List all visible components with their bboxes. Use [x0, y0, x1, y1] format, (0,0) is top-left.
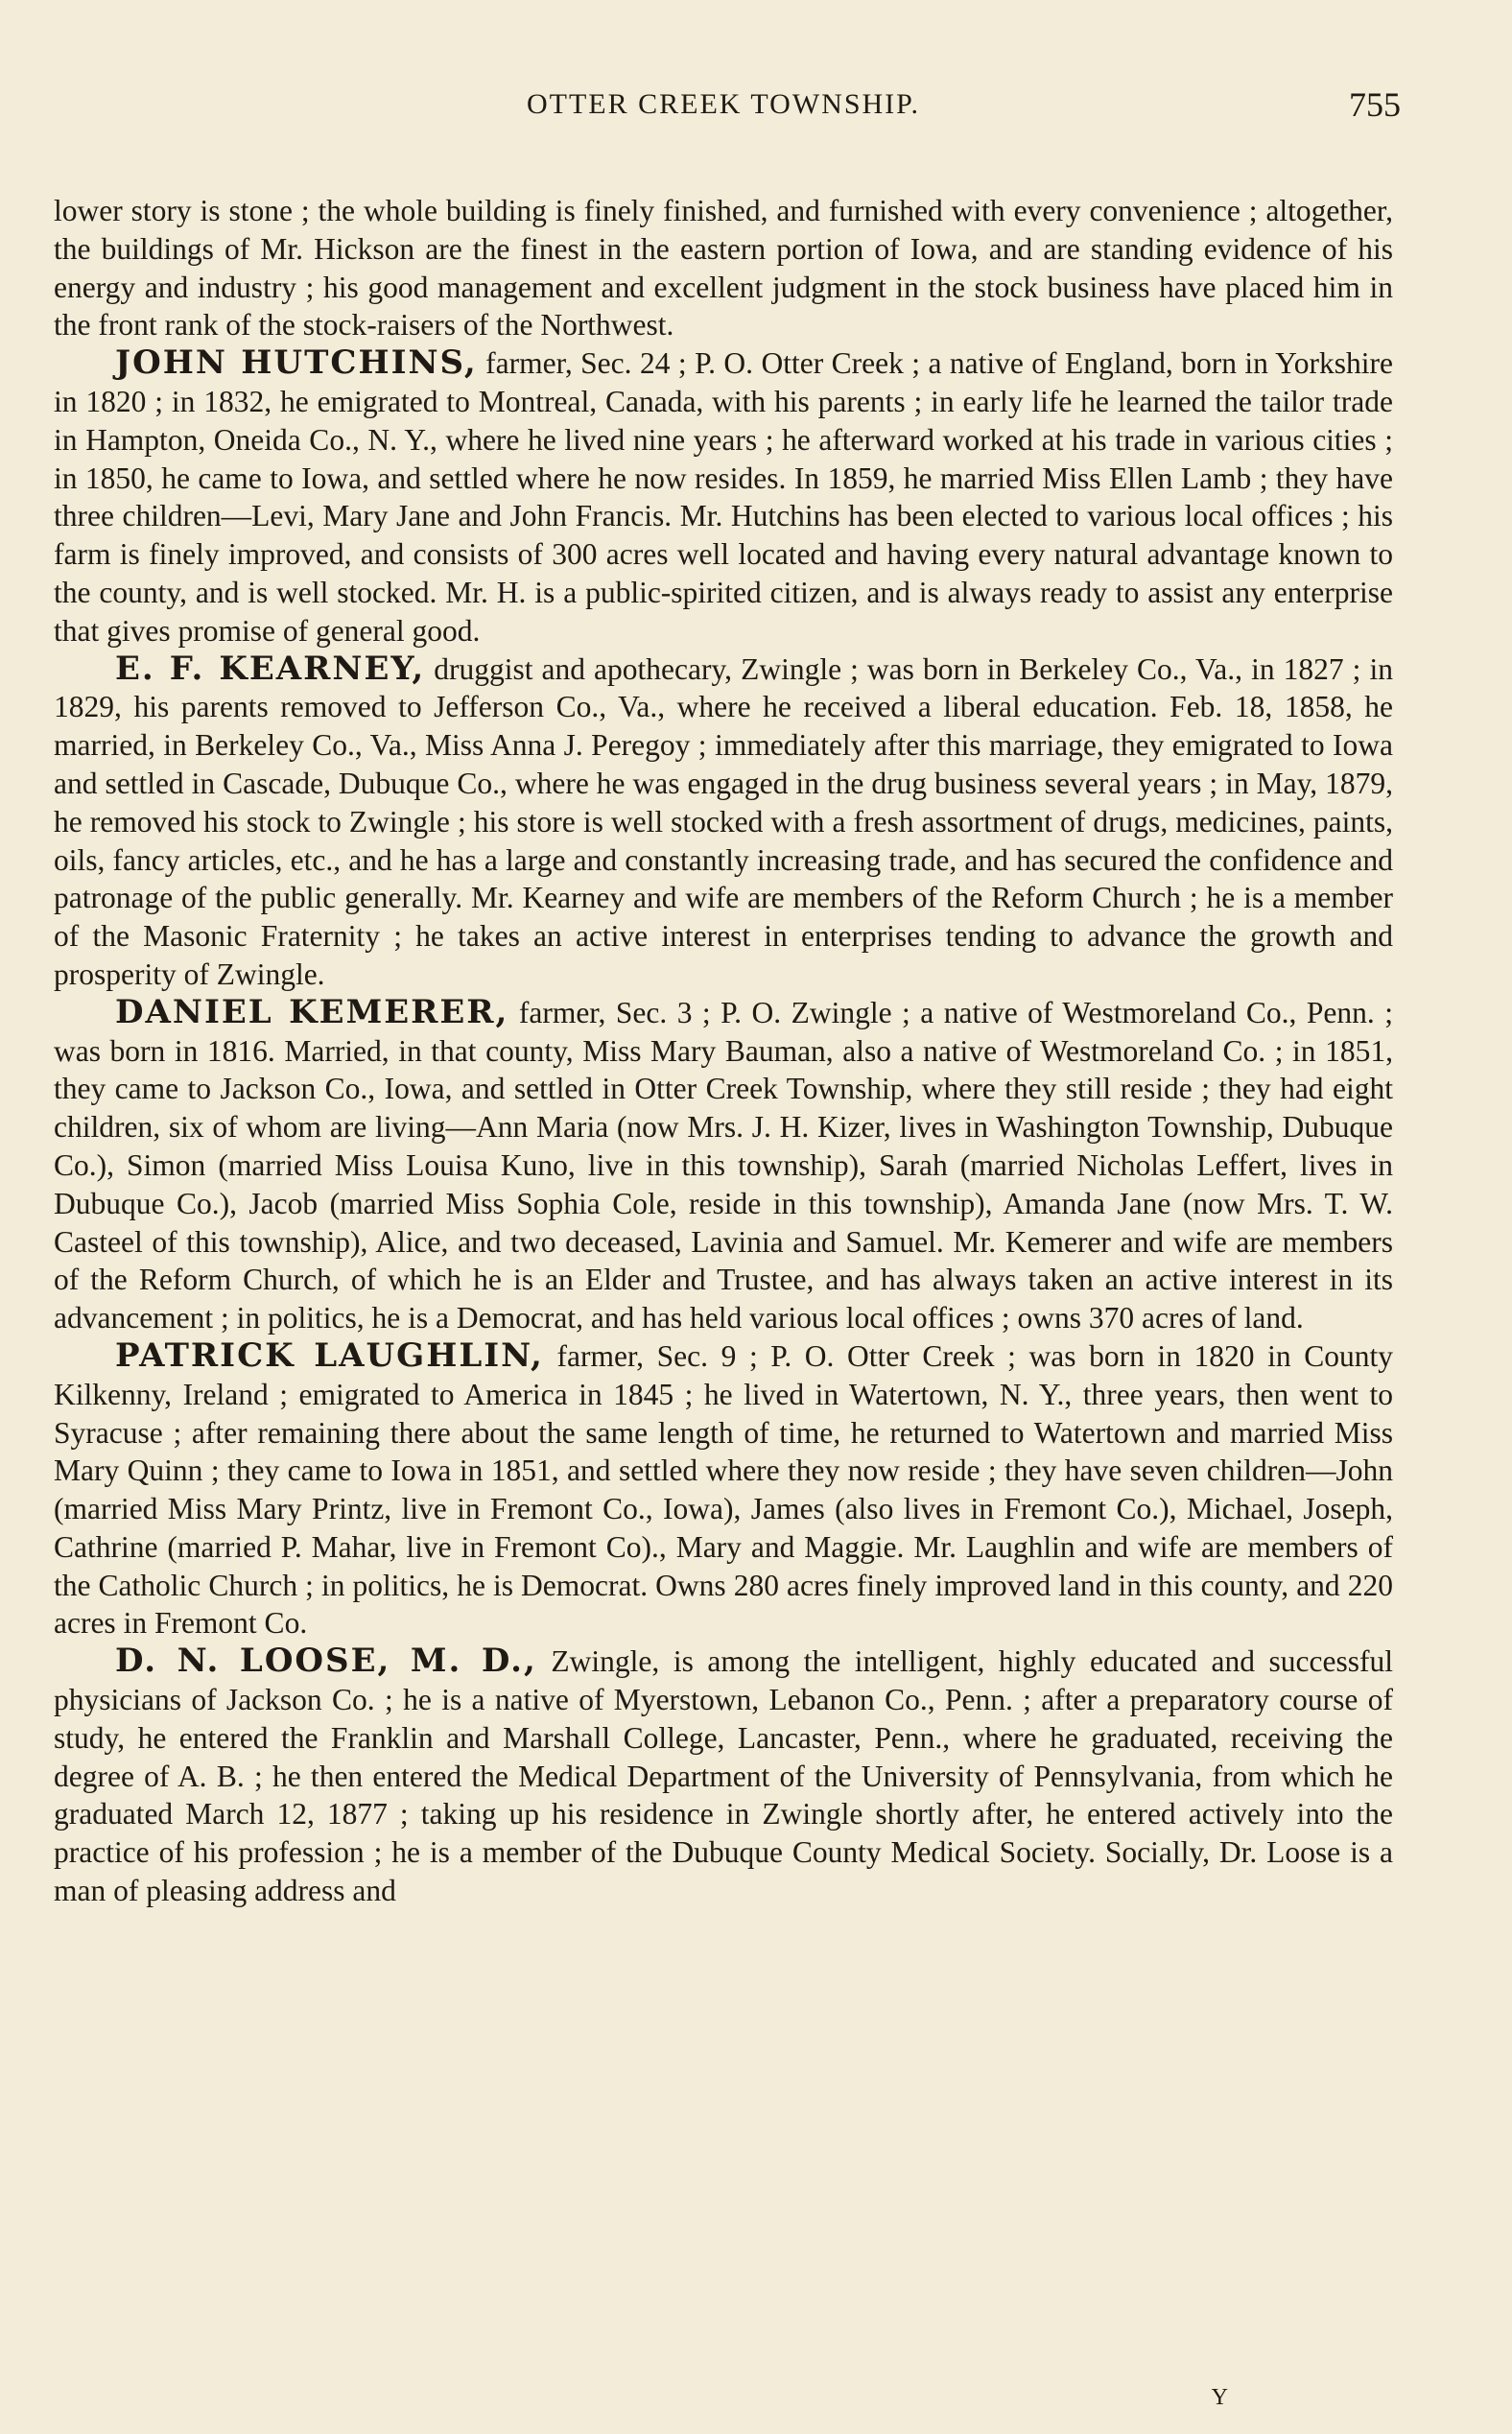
running-title: OTTER CREEK TOWNSHIP.: [526, 88, 921, 120]
body-text: [54, 192, 1393, 1910]
bio-d-n-loose: [54, 1642, 1393, 1910]
bio-name: E. F. KEARNEY,: [115, 649, 426, 688]
bio-name: JOHN HUTCHINS,: [115, 343, 478, 383]
bio-e-f-kearney: [54, 650, 1393, 994]
intro-paragraph: lower story is stone ; the whole building is finely finished, and furnished with every convenience ; altogether, the buildings of Mr. Hickson are the finest in the eastern portion of Iowa, and are standing evidence of his energy and industry ; his good management and excellent judgment in the stock business have placed him in the front rank of the stock-raisers of the Northwest.: [54, 194, 1393, 343]
bio-john-hutchins: [54, 344, 1393, 650]
page-number: 755: [1349, 85, 1401, 124]
bio-text: druggist and apothecary, Zwingle ; was born in Berkeley Co., Va., in 1827 ; in 1829, his parents removed to Jefferson Co., Va., where he received a liberal education. Feb. 18, 1858, he married, in Berkeley Co., Va., Miss Anna J. Peregoy ; immediately after this marriage, they emigrated to Iowa and settled in Cascade, Dubuque Co., where he was engaged in the drug business several years ; in May, 1879, he removed his stock to Zwingle ; his store is well stocked with a fresh assortment of drugs, medicines, paints, oils, fancy articles, etc., and he has a large and constantly increasing trade, and has secured the confidence and patronage of the public generally. Mr. Kearney and wife are members of the Reform Church ; he is a member of the Masonic Fraternity ; he takes an active interest in enterprises tending to advance the growth and prosperity of Zwingle.: [54, 651, 1393, 991]
bio-name: D. N. LOOSE, M. D.,: [115, 1642, 537, 1681]
bio-text: farmer, Sec. 24 ; P. O. Otter Creek ; a native of England, born in Yorkshire in 1820 ; in 1832, he emigrated to Montreal, Canada, with his parents ; in early life he learned the tailor trade in Hampton, Oneida Co., N. Y., where he lived nine years ; he afterward worked at his trade in various cities ; in 1850, he came to Iowa, and settled where he now resides. In 1859, he married Miss Ellen Lamb ; they have three children—Levi, Mary Jane and John Francis. Mr. Hutchins has been elected to various local offices ; his farm is finely improved, and consists of 300 acres well located and having every natural advantage known to the county, and is well stocked. Mr. H. is a public-spirited citizen, and is always ready to assist any enterprise that gives promise of general good.: [54, 346, 1393, 648]
signature-mark: Y: [1211, 2385, 1228, 2410]
bio-name: DANIEL KEMERER,: [115, 992, 509, 1031]
bio-text: farmer, Sec. 9 ; P. O. Otter Creek ; was born in 1820 in County Kilkenny, Ireland ; emigrated to America in 1845 ; he lived in Watertown, N. Y., three years, then went to Syracuse ; after remaining there about the same length of time, he returned to Watertown and married Miss Mary Quinn ; they came to Iowa in 1851, and settled where they now reside ; they have seven children—John (married Miss Mary Printz, live in Fremont Co., Iowa), James (also lives in Fremont Co.), Michael, Joseph, Cathrine (married P. Mahar, live in Fremont Co)., Mary and Maggie. Mr. Laughlin and wife are members of the Catholic Church ; in politics, he is Democrat. Owns 280 acres finely improved land in this county, and 220 acres in Fremont Co.: [54, 1338, 1393, 1641]
bio-name: PATRICK LAUGHLIN,: [115, 1335, 544, 1375]
bio-daniel-kemerer: [54, 994, 1393, 1337]
running-head: [54, 84, 1401, 142]
bio-patrick-laughlin: [54, 1337, 1393, 1642]
bio-text: farmer, Sec. 3 ; P. O. Zwingle ; a native of Westmoreland Co., Penn. ; was born in 1816. Married, in that county, Miss Mary Bauman, also a native of Westmoreland Co. ; in 1851, they came to Jackson Co., Iowa, and settled in Otter Creek Township, where they still reside ; they had eight children, six of whom are living—Ann Maria (now Mrs. J. H. Kizer, lives in Washington Township, Dubuque Co.), Simon (married Miss Louisa Kuno, live in this township), Sarah (married Nicholas Leffert, lives in Dubuque Co.), Jacob (married Miss Sophia Cole, reside in this township), Amanda Jane (now Mrs. T. W. Casteel of this township), Alice, and two deceased, Lavinia and Samuel. Mr. Kemerer and wife are members of the Reform Church, of which he is an Elder and Trustee, and has always taken an active interest in its advancement ; in politics, he is a Democrat, and has held various local offices ; owns 370 acres of land.: [54, 995, 1393, 1335]
bio-text: Zwingle, is among the intelligent, highly educated and successful physicians of Jackson Co. ; he is a native of Myerstown, Lebanon Co., Penn. ; after a preparatory course of study, he entered the Franklin and Marshall College, Lancaster, Penn., where he graduated, receiving the degree of A. B. ; he then entered the Medical Department of the University of Pennsylvania, from which he graduated March 12, 1877 ; taking up his residence in Zwingle shortly after, he entered actively into the practice of his profession ; he is a member of the Dubuque County Medical Society. Socially, Dr. Loose is a man of pleasing address and: [54, 1644, 1394, 1908]
